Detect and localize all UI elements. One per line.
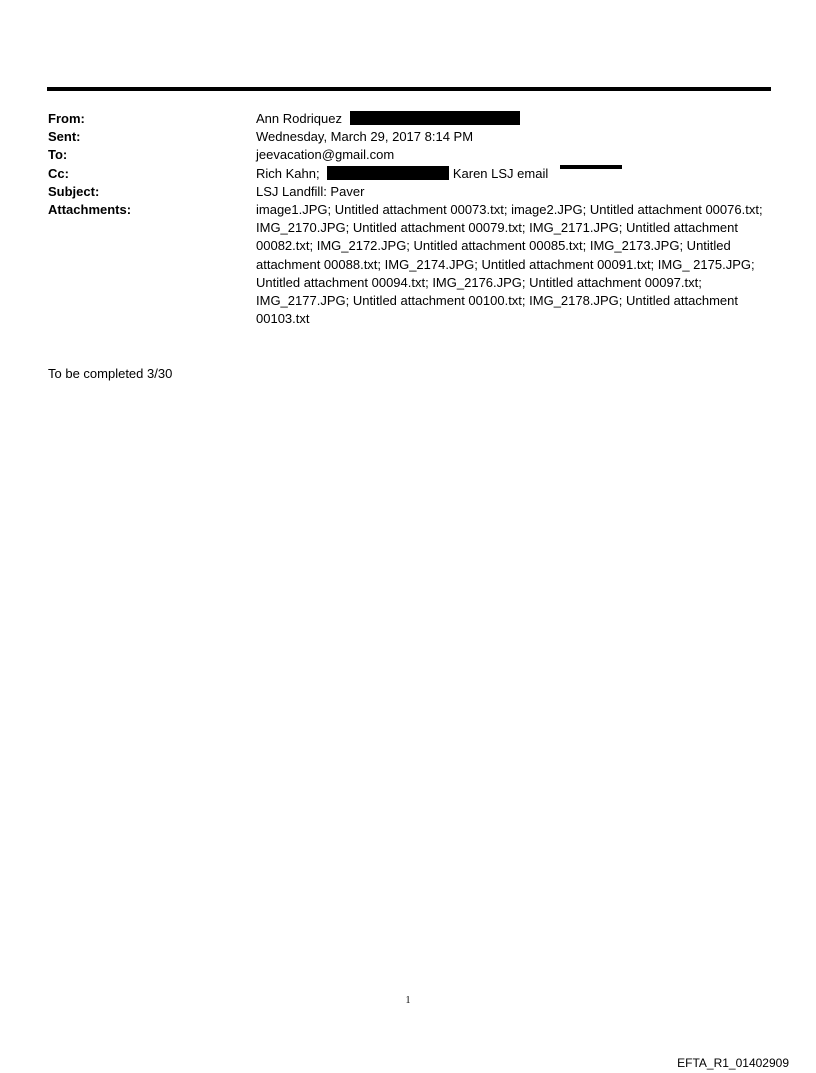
redaction-bar xyxy=(560,165,622,169)
cc-name-1: Rich Kahn; xyxy=(256,165,320,181)
sent-row xyxy=(48,128,768,146)
to-row xyxy=(48,146,768,164)
sent-value: Wednesday, March 29, 2017 8:14 PM xyxy=(256,129,474,145)
subject-row xyxy=(48,183,768,201)
attachments-value: image1.JPG; Untitled attachment 00073.txt; image2.JPG; Untitled attachment 00076.txt; IMG_2170.JPG; Untitled attachment 00079.txt; IMG_2171.JPG; Untitled attachment 00082.txt; IMG_2172.JPG; Untitled attachment 00085.txt; IMG_2173.JPG; Untitled attachment 00088.txt; IMG_2174.JPG; Untitled attachment 00091.txt; IMG_ 2175.JPG; Untitled attachment 00094.txt; IMG_2176.JPG; Untitled attachment 00097.txt; IMG_2177.JPG; Untitled attachment 00100.txt; IMG_2178.JPG; Untitled attachment 00103.txt xyxy=(256,202,763,327)
cc-label: Cc: xyxy=(48,165,69,181)
to-value: jeevacation@gmail.com xyxy=(256,147,395,163)
from-name: Ann Rodriquez xyxy=(256,111,342,126)
attachments-label: Attachments: xyxy=(48,202,132,218)
document-id: EFTA_R1_01402909 xyxy=(677,1056,789,1070)
redaction-bar xyxy=(327,166,449,180)
to-label: To: xyxy=(48,147,68,163)
page-number: 1 xyxy=(405,995,411,1006)
email-body: To be completed 3/30 xyxy=(48,366,173,381)
from-row xyxy=(48,110,768,128)
cc-row xyxy=(48,165,768,183)
header-divider-rule xyxy=(47,87,771,91)
subject-value: LSJ Landfill: Paver xyxy=(256,183,365,199)
from-label: From: xyxy=(48,111,85,126)
attachments-row xyxy=(48,201,768,328)
subject-label: Subject: xyxy=(48,183,100,199)
cc-name-2: Karen LSJ email xyxy=(452,165,549,181)
email-header xyxy=(48,110,768,328)
sent-label: Sent: xyxy=(48,129,81,145)
redaction-bar xyxy=(350,111,520,125)
from-value xyxy=(256,110,768,128)
cc-value xyxy=(256,165,768,183)
